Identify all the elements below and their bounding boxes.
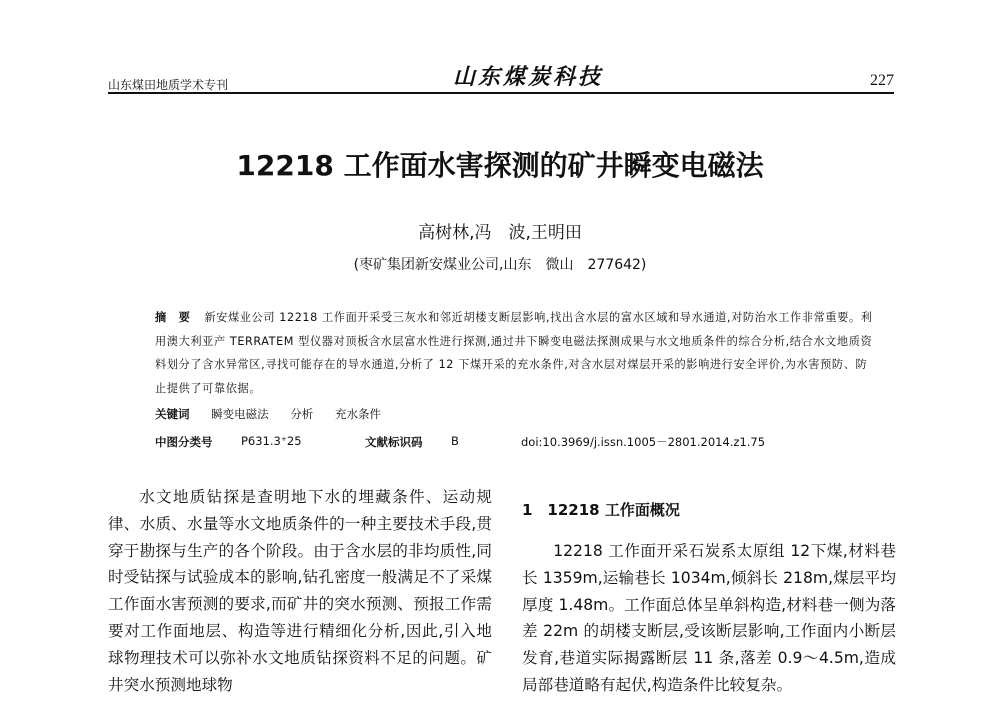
article-affiliation: (枣矿集团新安煤业公司,山东 微山 277642) [353, 257, 647, 273]
doi: doi:10.3969/j.issn.1005－2801.2014.z1.75 [521, 435, 766, 449]
section-heading: 1 12218 工作面概况 [522, 501, 680, 519]
body-right-paragraph: 12218 工作面开采石炭系太原组 12下煤,材料巷长 1359m,运输巷长 1034m,倾斜长 218m,煤层平均厚度 1.48m。工作面总体呈单斜构造,材料巷一侧为落差 22m 的胡楼支断层,受该断层影响,工作面内小断层发育,巷道实际揭露断层 11 条,落差 0.9～4.5m,造成局部巷道略有起伏,构造条件比较复杂。 [522, 542, 896, 694]
doc-label: 文献标识码 [365, 435, 423, 449]
abstract-label: 摘 要 [155, 311, 191, 324]
journal-logo: 山东煤炭科技 [453, 64, 604, 90]
article-title: 12218 工作面水害探测的矿井瞬变电磁法 [236, 149, 764, 182]
abstract [155, 306, 875, 400]
body-left-paragraph: 水文地质钻探是查明地下水的埋藏条件、运动规律、水质、水量等水文地质条件的一种主要技术手段,贯穿于勘探与生产的各个阶段。由于含水层的非均质性,同时受钻探与试验成本的影响,钻孔密度一般满足不了采煤工作面水害预测的要求,而矿井的突水预测、预报工作需要对工作面地层、构造等进行精细化分析,因此,引入地球物理技术可以弥补水文地质钻探资料不足的问题。矿井突水预测地球物 [108, 488, 492, 694]
keyword-item: 瞬变电磁法 [211, 407, 269, 421]
keywords-label: 关键词 [155, 407, 190, 421]
running-header [108, 58, 894, 94]
keyword-item: 分析 [290, 407, 314, 421]
clc-label: 中图分类号 [155, 435, 213, 449]
clc-value: P631.3⁺25 [241, 434, 302, 448]
journal-name: 山东煤田地质学术专刊 [108, 78, 229, 92]
page-number: 227 [870, 72, 894, 89]
article-authors: 高树林,冯 波,王明田 [418, 223, 582, 243]
doc-value: B [451, 434, 459, 448]
keywords [155, 406, 399, 422]
abstract-text: 新安煤业公司 12218 工作面开采受三灰水和邻近胡楼支断层影响,找出含水层的富水区域和导水通道,对防治水工作非常重要。利用澳大利亚产 TERRATEM 型仪器对顶板含水层富水性进行探测,通过井下瞬变电磁法探测成果与水文地质条件的综合分析,结合水文地质资料划分了含水异常区,寻找可能存在的导水通道,分析了 12 下煤开采的充水条件,对含水层对煤层开采的影响进行安全评价,为水害预防、防止提供了可靠依据。 [155, 311, 873, 395]
keyword-item: 充水条件 [334, 407, 381, 421]
header-rule [108, 92, 894, 94]
